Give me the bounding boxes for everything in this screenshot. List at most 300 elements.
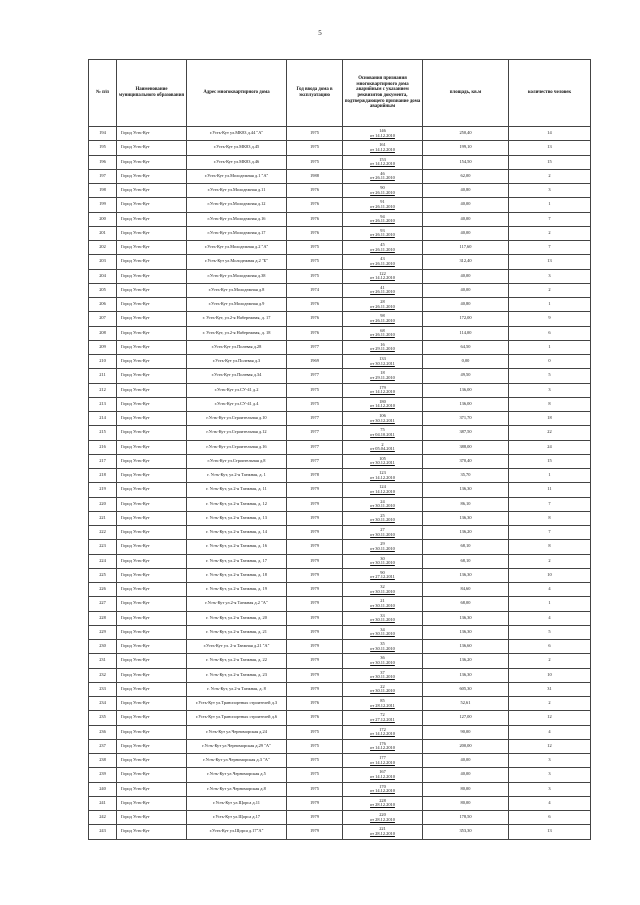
cell-address: г.Усть-Кут ул.2-я Таежная д.2 "А": [187, 597, 287, 611]
cell-municipality: Город Усть-Кут: [117, 298, 187, 312]
cell-basis: [343, 241, 423, 255]
basis-doc-number: 124: [379, 484, 386, 490]
cell-area: 250,40: [423, 127, 509, 141]
basis-doc-number: 30: [380, 555, 385, 561]
basis-doc-date: от 14.12.2010: [370, 132, 395, 138]
table-row: [89, 511, 591, 525]
cell-residents: 4: [509, 725, 591, 739]
cell-address: г.Усть-Кут ул.Черноморская д.3 "А": [187, 754, 287, 768]
cell-address: г.Усть-Кут ул.Молодежная д.16: [187, 212, 287, 226]
basis-doc-date: от 05.04.2011: [370, 446, 395, 452]
basis-doc-number: 167: [379, 769, 386, 775]
table-row: [89, 255, 591, 269]
basis-doc-number: 22: [380, 683, 385, 689]
table-row: [89, 668, 591, 682]
basis-doc-date: от 26.11.2010: [370, 189, 395, 195]
cell-municipality: Город Усть-Кут: [117, 397, 187, 411]
cell-area: 40,00: [423, 212, 509, 226]
col-header-residents: количество человек: [509, 60, 591, 127]
basis-doc-number: 68: [380, 327, 385, 333]
basis-doc-number: 85: [380, 698, 385, 704]
cell-num: 221: [89, 511, 117, 525]
cell-year: 1975: [287, 768, 343, 782]
cell-year: 1977: [287, 369, 343, 383]
cell-area: 136,00: [423, 397, 509, 411]
basis-doc-date: от 28.12.2011: [370, 702, 395, 708]
cell-num: 209: [89, 340, 117, 354]
cell-basis: [343, 682, 423, 696]
basis-doc-date: от 14.12.2010: [370, 788, 395, 794]
cell-basis: [343, 127, 423, 141]
cell-address: г. Усть-Кут, ул.2-я Таежная, д. 23: [187, 668, 287, 682]
cell-municipality: Город Усть-Кут: [117, 583, 187, 597]
cell-municipality: Город Усть-Кут: [117, 625, 187, 639]
cell-residents: 4: [509, 611, 591, 625]
cell-municipality: Город Усть-Кут: [117, 155, 187, 169]
cell-year: 1975: [287, 127, 343, 141]
table-row: [89, 640, 591, 654]
table-row: [89, 483, 591, 497]
basis-doc-number: 27: [380, 527, 385, 533]
cell-municipality: Город Усть-Кут: [117, 483, 187, 497]
cell-year: 1976: [287, 312, 343, 326]
cell-address: г. Усть-Кут, ул.2-я Таежная, д. 11: [187, 483, 287, 497]
cell-residents: 3: [509, 184, 591, 198]
basis-doc-date: от 26.11.2010: [370, 260, 395, 266]
cell-area: 49,50: [423, 369, 509, 383]
cell-num: 206: [89, 298, 117, 312]
cell-residents: 4: [509, 583, 591, 597]
basis-doc-number: 122: [379, 270, 386, 276]
cell-residents: 1: [509, 469, 591, 483]
cell-year: 1975: [287, 782, 343, 796]
table-row: [89, 127, 591, 141]
basis-doc-date: от 28.12.2010: [370, 802, 395, 808]
cell-year: 1979: [287, 540, 343, 554]
cell-year: 1979: [287, 483, 343, 497]
table-row: [89, 454, 591, 468]
cell-num: 201: [89, 226, 117, 240]
cell-basis: [343, 654, 423, 668]
cell-area: 136,30: [423, 483, 509, 497]
cell-num: 223: [89, 540, 117, 554]
cell-num: 227: [89, 597, 117, 611]
cell-address: г.Усть-Кут ул.Молодежная д.11: [187, 184, 287, 198]
cell-num: 205: [89, 283, 117, 297]
basis-doc-number: 37: [380, 669, 385, 675]
cell-num: 219: [89, 483, 117, 497]
cell-residents: 1: [509, 198, 591, 212]
cell-residents: 10: [509, 568, 591, 582]
cell-area: 68,10: [423, 540, 509, 554]
cell-address: г. Усть-Кут, ул.2-я Таежная, д. 20: [187, 611, 287, 625]
basis-doc-number: 75: [380, 427, 385, 433]
cell-residents: 7: [509, 526, 591, 540]
cell-area: 136,30: [423, 611, 509, 625]
cell-municipality: Город Усть-Кут: [117, 198, 187, 212]
table-row: [89, 198, 591, 212]
cell-year: 1979: [287, 796, 343, 810]
cell-num: 204: [89, 269, 117, 283]
cell-area: 136,30: [423, 568, 509, 582]
cell-residents: 2: [509, 554, 591, 568]
page-number: 5: [318, 29, 322, 37]
basis-doc-date: от 14.12.2010: [370, 759, 395, 765]
cell-year: 1979: [287, 611, 343, 625]
cell-area: 136,30: [423, 668, 509, 682]
cell-year: 1977: [287, 412, 343, 426]
cell-basis: [343, 283, 423, 297]
table-row: [89, 383, 591, 397]
cell-residents: 2: [509, 283, 591, 297]
basis-doc-number: 36: [380, 655, 385, 661]
table-row: [89, 611, 591, 625]
cell-basis: [343, 469, 423, 483]
cell-basis: [343, 668, 423, 682]
cell-municipality: Город Усть-Кут: [117, 169, 187, 183]
cell-num: 200: [89, 212, 117, 226]
table-row: [89, 469, 591, 483]
cell-basis: [343, 483, 423, 497]
cell-residents: 1: [509, 597, 591, 611]
cell-address: г. Усть-Кут, ул.2-я Таежная, д. 8: [187, 682, 287, 696]
cell-municipality: Город Усть-Кут: [117, 668, 187, 682]
cell-basis: [343, 711, 423, 725]
cell-basis: [343, 255, 423, 269]
cell-residents: 6: [509, 640, 591, 654]
cell-num: 202: [89, 241, 117, 255]
basis-doc-number: 16: [380, 341, 385, 347]
cell-year: 1977: [287, 426, 343, 440]
table-row: [89, 725, 591, 739]
basis-doc-number: 170: [379, 783, 386, 789]
col-header-num: № п/п: [89, 60, 117, 127]
cell-num: 208: [89, 326, 117, 340]
cell-year: 1975: [287, 739, 343, 753]
cell-residents: 2: [509, 654, 591, 668]
cell-residents: 18: [509, 412, 591, 426]
basis-doc-number: 45: [380, 242, 385, 248]
cell-basis: [343, 412, 423, 426]
cell-basis: [343, 754, 423, 768]
basis-doc-date: от 28.12.2010: [370, 830, 395, 836]
cell-basis: [343, 625, 423, 639]
cell-municipality: Город Усть-Кут: [117, 355, 187, 369]
basis-doc-number: 34: [380, 626, 385, 632]
cell-municipality: Город Усть-Кут: [117, 241, 187, 255]
basis-doc-number: 123: [379, 470, 386, 476]
basis-doc-number: 179: [379, 384, 386, 390]
cell-basis: [343, 739, 423, 753]
basis-doc-date: от 14.12.2010: [370, 389, 395, 395]
basis-doc-number: 29: [380, 541, 385, 547]
basis-doc-number: 93: [380, 227, 385, 233]
cell-residents: 13: [509, 255, 591, 269]
basis-doc-date: от 30.11.2010: [370, 617, 395, 623]
cell-residents: 5: [509, 625, 591, 639]
cell-area: 136,20: [423, 526, 509, 540]
cell-basis: [343, 597, 423, 611]
cell-municipality: Город Усть-Кут: [117, 383, 187, 397]
cell-residents: 1: [509, 340, 591, 354]
basis-doc-date: от 14.12.2010: [370, 146, 395, 152]
cell-municipality: Город Усть-Кут: [117, 511, 187, 525]
cell-address: г. Усть-Кут, ул.2-я Таежная, д. 21: [187, 625, 287, 639]
table-row: [89, 397, 591, 411]
basis-doc-date: от 30.12.2011: [370, 460, 395, 466]
basis-doc-number: 32: [380, 584, 385, 590]
table-row: [89, 369, 591, 383]
cell-address: г. Усть-Кут, ул.2-я Таежная, д. 19: [187, 583, 287, 597]
cell-area: 114,00: [423, 326, 509, 340]
table-row: [89, 682, 591, 696]
basis-doc-number: 220: [379, 812, 386, 818]
cell-municipality: Город Усть-Кут: [117, 540, 187, 554]
cell-area: 136,20: [423, 654, 509, 668]
cell-address: г.Усть-Кут ул.Полевая д.28: [187, 340, 287, 354]
basis-doc-date: от 27.12.2011: [370, 716, 395, 722]
cell-address: г.Усть-Кут ул.Строительная д.10: [187, 412, 287, 426]
cell-num: 236: [89, 725, 117, 739]
cell-year: 1975: [287, 397, 343, 411]
cell-year: 1979: [287, 811, 343, 825]
basis-doc-date: от 30.11.2010: [370, 545, 395, 551]
basis-doc-date: от 26.11.2010: [370, 203, 395, 209]
cell-area: 353,30: [423, 825, 509, 839]
basis-doc-date: от 30.11.2010: [370, 517, 395, 523]
cell-year: 1976: [287, 711, 343, 725]
cell-area: 388,00: [423, 440, 509, 454]
cell-basis: [343, 155, 423, 169]
cell-area: 62,00: [423, 169, 509, 183]
cell-area: 40,00: [423, 226, 509, 240]
cell-num: 242: [89, 811, 117, 825]
cell-area: 68,10: [423, 554, 509, 568]
cell-address: г.Усть-Кут ул.Молодежная д.2 "А": [187, 241, 287, 255]
cell-residents: 3: [509, 754, 591, 768]
cell-year: 1979: [287, 640, 343, 654]
cell-address: г. Усть-Кут, ул.2-я Таежная, д. 13: [187, 511, 287, 525]
cell-year: 1975: [287, 155, 343, 169]
cell-basis: [343, 340, 423, 354]
cell-num: 231: [89, 654, 117, 668]
cell-residents: 3: [509, 768, 591, 782]
cell-basis: [343, 454, 423, 468]
cell-residents: 3: [509, 782, 591, 796]
cell-municipality: Город Усть-Кут: [117, 568, 187, 582]
basis-doc-number: 94: [380, 213, 385, 219]
cell-address: г. Усть-Кут, ул.2-я Таежная, д. 16: [187, 540, 287, 554]
basis-doc-number: 105: [379, 455, 386, 461]
col-header-basis: Основания признания многоквартирного дома аварийным с указанием реквизитов документа, подтверждающего признание дома аварийным: [343, 60, 423, 127]
cell-area: 52,61: [423, 697, 509, 711]
cell-area: 80,00: [423, 782, 509, 796]
basis-doc-number: 133: [379, 356, 386, 362]
basis-doc-date: от 30.12.2011: [370, 360, 395, 366]
cell-address: г.Усть-Кут ул.Черноморская д.24: [187, 725, 287, 739]
basis-doc-number: 90: [380, 185, 385, 191]
cell-address: г. Усть-Кут, ул.2-я Таежная, д. 22: [187, 654, 287, 668]
cell-municipality: Город Усть-Кут: [117, 768, 187, 782]
cell-residents: 9: [509, 312, 591, 326]
cell-year: 1976: [287, 326, 343, 340]
cell-area: 127,00: [423, 711, 509, 725]
cell-area: 117,60: [423, 241, 509, 255]
cell-residents: 31: [509, 682, 591, 696]
cell-residents: 8: [509, 397, 591, 411]
cell-basis: [343, 326, 423, 340]
cell-basis: [343, 825, 423, 839]
basis-doc-date: от 30.11.2010: [370, 645, 395, 651]
table-row: [89, 412, 591, 426]
cell-address: г.Усть-Кут ул.Молодежная д.12: [187, 198, 287, 212]
table-row: [89, 697, 591, 711]
cell-num: 197: [89, 169, 117, 183]
table-row: [89, 497, 591, 511]
cell-residents: 8: [509, 540, 591, 554]
cell-residents: 6: [509, 326, 591, 340]
cell-basis: [343, 511, 423, 525]
cell-basis: [343, 440, 423, 454]
cell-num: 235: [89, 711, 117, 725]
cell-residents: 3: [509, 269, 591, 283]
cell-residents: 7: [509, 212, 591, 226]
table-row: [89, 583, 591, 597]
cell-area: 40,00: [423, 754, 509, 768]
table-row: [89, 426, 591, 440]
cell-basis: [343, 611, 423, 625]
cell-residents: 12: [509, 739, 591, 753]
basis-doc-date: от 30.12.2011: [370, 417, 395, 423]
basis-doc-number: 161: [379, 142, 386, 148]
basis-doc-date: от 30.11.2010: [370, 688, 395, 694]
cell-year: 1979: [287, 554, 343, 568]
cell-num: 215: [89, 426, 117, 440]
cell-basis: [343, 640, 423, 654]
cell-year: 1975: [287, 141, 343, 155]
basis-doc-date: от 26.11.2010: [370, 332, 395, 338]
basis-doc-date: от 14.12.2010: [370, 403, 395, 409]
cell-num: 198: [89, 184, 117, 198]
cell-area: 154,50: [423, 155, 509, 169]
basis-doc-number: 153: [379, 156, 386, 162]
cell-basis: [343, 497, 423, 511]
basis-doc-date: от 26.11.2010: [370, 175, 395, 181]
basis-doc-number: 72: [380, 712, 385, 718]
basis-doc-date: от 30.11.2010: [370, 659, 395, 665]
cell-area: 68,00: [423, 597, 509, 611]
cell-municipality: Город Усть-Кут: [117, 825, 187, 839]
cell-address: г. Усть-Кут, ул.2-я Набережная, д. 17: [187, 312, 287, 326]
table-row: [89, 739, 591, 753]
basis-doc-number: 18: [380, 370, 385, 376]
table-row: [89, 184, 591, 198]
basis-doc-date: от 30.11.2010: [370, 503, 395, 509]
cell-address: г.Усть-Кут ул.Полевая д.3: [187, 355, 287, 369]
cell-address: г.Усть-Кут ул.Полевая д.34: [187, 369, 287, 383]
cell-municipality: Город Усть-Кут: [117, 454, 187, 468]
basis-doc-date: от 14.12.2010: [370, 773, 395, 779]
cell-residents: 5: [509, 369, 591, 383]
cell-num: 243: [89, 825, 117, 839]
cell-num: 194: [89, 127, 117, 141]
cell-address: г. Усть-Кут, ул.2-я Набережная, д. 18: [187, 326, 287, 340]
cell-address: г. Усть-Кут, ул.2-я Таежная, д. 1: [187, 469, 287, 483]
cell-year: 1976: [287, 226, 343, 240]
basis-doc-date: от 26.11.2010: [370, 246, 395, 252]
cell-address: г.Усть-Кут ул. 2-я Таежная д.21 "А": [187, 640, 287, 654]
cell-area: 605,30: [423, 682, 509, 696]
cell-municipality: Город Усть-Кут: [117, 312, 187, 326]
cell-area: 40,00: [423, 283, 509, 297]
cell-area: 90,00: [423, 725, 509, 739]
cell-municipality: Город Усть-Кут: [117, 497, 187, 511]
basis-doc-number: 177: [379, 755, 386, 761]
cell-address: г.Усть-Кут ул.МК83 д.44 "А": [187, 127, 287, 141]
cell-area: 80,00: [423, 796, 509, 810]
table-row: [89, 554, 591, 568]
table-row: [89, 298, 591, 312]
cell-num: 213: [89, 397, 117, 411]
basis-doc-date: от 14.12.2010: [370, 275, 395, 281]
cell-basis: [343, 526, 423, 540]
cell-residents: 8: [509, 511, 591, 525]
cell-area: 136,00: [423, 383, 509, 397]
cell-basis: [343, 298, 423, 312]
basis-doc-number: 21: [380, 598, 385, 604]
cell-basis: [343, 369, 423, 383]
cell-municipality: Город Усть-Кут: [117, 782, 187, 796]
cell-basis: [343, 583, 423, 597]
cell-address: г.Усть-Кут ул.Молодежная д.1 "А": [187, 169, 287, 183]
basis-doc-number: 106: [379, 413, 386, 419]
cell-residents: 12: [509, 711, 591, 725]
cell-year: 1979: [287, 568, 343, 582]
basis-doc-number: 221: [379, 826, 386, 832]
cell-address: г.Усть-Кут ул.Черноморская д.29 "А": [187, 739, 287, 753]
cell-area: 136,30: [423, 511, 509, 525]
cell-municipality: Город Усть-Кут: [117, 654, 187, 668]
cell-year: 1988: [287, 169, 343, 183]
cell-basis: [343, 355, 423, 369]
cell-area: 35,70: [423, 469, 509, 483]
cell-year: 1979: [287, 682, 343, 696]
table-row: [89, 526, 591, 540]
table-row: [89, 568, 591, 582]
table-row: [89, 440, 591, 454]
basis-doc-date: от 14.12.2010: [370, 474, 395, 480]
basis-doc-date: от 26.11.2010: [370, 232, 395, 238]
cell-municipality: Город Усть-Кут: [117, 184, 187, 198]
cell-year: 1975: [287, 725, 343, 739]
cell-residents: 13: [509, 825, 591, 839]
cell-area: 40,00: [423, 768, 509, 782]
cell-municipality: Город Усть-Кут: [117, 682, 187, 696]
table-row: [89, 169, 591, 183]
cell-address: г.Усть-Кут ул.Молодежная д.17: [187, 226, 287, 240]
cell-year: 1979: [287, 526, 343, 540]
basis-doc-date: от 14.12.2010: [370, 731, 395, 737]
cell-municipality: Город Усть-Кут: [117, 554, 187, 568]
table-row: [89, 711, 591, 725]
basis-doc-date: от 26.11.2010: [370, 218, 395, 224]
cell-municipality: Город Усть-Кут: [117, 326, 187, 340]
cell-address: г.Усть-Кут ул.Строительная д.12: [187, 426, 287, 440]
cell-municipality: Город Усть-Кут: [117, 754, 187, 768]
cell-residents: 2: [509, 169, 591, 183]
cell-municipality: Город Усть-Кут: [117, 597, 187, 611]
cell-municipality: Город Усть-Кут: [117, 725, 187, 739]
